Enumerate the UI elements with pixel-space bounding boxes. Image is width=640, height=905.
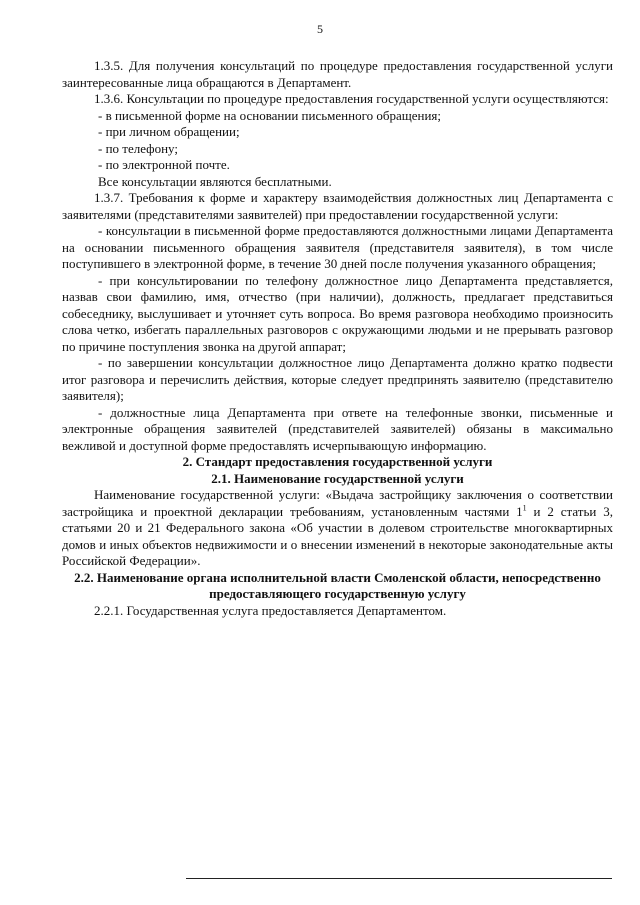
footer-rule	[186, 878, 612, 879]
paragraph-1-3-6: 1.3.6. Консультации по процедуре предоставления государственной услуги осуществляются:	[94, 91, 609, 106]
section-2-heading: 2. Стандарт предоставления государственной услуги	[182, 454, 493, 469]
requirement-item: - при консультировании по телефону должностное лицо Департамента представляется, назвав свои фамилию, имя, отчество (при наличии), должность, предлагает представиться собеседнику, выслушивает и уточняет суть вопроса. Во время разговора необходимо произносить слова четко, избегать параллельных разговоров с окружающими людьми и не прерывать разговор по причине поступления звонка на другой аппарат;	[62, 272, 613, 354]
page-number: 5	[317, 22, 323, 36]
service-name-text: Наименование государственной услуги: «Выдача застройщику заключения о соответствии застройщика и проектной декларации требованиям, установленным частями 1	[62, 487, 613, 519]
document-body	[62, 58, 613, 619]
superscript: 1	[522, 503, 527, 513]
requirement-item: - должностные лица Департамента при ответе на телефонные звонки, письменные и электронные обращения заявителей (представителей заявителей) обязаны в максимально вежливой и доступной форме предоставлять исчерпывающую информацию.	[62, 404, 613, 453]
service-name-paragraph	[62, 487, 613, 570]
list-item: - по телефону;	[98, 140, 178, 156]
paragraph-1-3-5: 1.3.5. Для получения консультаций по процедуре предоставления государственной услуги заинтересованные лица обращаются в Департамент.	[62, 58, 613, 90]
list-item: - в письменной форме на основании письменного обращения;	[98, 107, 442, 123]
paragraph-2-2-1: 2.2.1. Государственная услуга предоставляется Департаментом.	[94, 602, 447, 618]
section-2-1-heading: 2.1. Наименование государственной услуги	[211, 470, 464, 486]
paragraph-free-consultations: Все консультации являются бесплатными.	[98, 173, 332, 189]
requirement-item: - консультации в письменной форме предоставляются должностными лицами Департамента на основании письменного обращения заявителя (представителя заявителя), в том числе поступившего в электронной форме, в течение 30 дней после получения указанного обращения;	[62, 223, 613, 271]
section-2-2-heading: 2.2. Наименование органа исполнительной власти Смоленской области, непосредственно предоставляющего государственную услугу	[74, 569, 601, 601]
paragraph-1-3-7: 1.3.7. Требования к форме и характеру взаимодействия должностных лиц Департамента с заявителями (представителями заявителей) при предоставлении государственной услуги:	[62, 190, 613, 222]
requirement-item: - по завершении консультации должностное лицо Департамента должно кратко подвести итог разговора и перечислить действия, которые следует предпринять заявителю (представителю заявителя);	[62, 355, 613, 403]
service-name-text-continued: и 2 статьи 3, статьями 20 и 21 Федерального закона «Об участии в долевом строительстве многоквартирных домов и иных объектов недвижимости и о внесении изменений в некоторые законодательные акты Российской Федерации».	[62, 503, 613, 568]
list-item: - по электронной почте.	[98, 157, 230, 172]
list-item: - при личном обращении;	[98, 124, 240, 139]
